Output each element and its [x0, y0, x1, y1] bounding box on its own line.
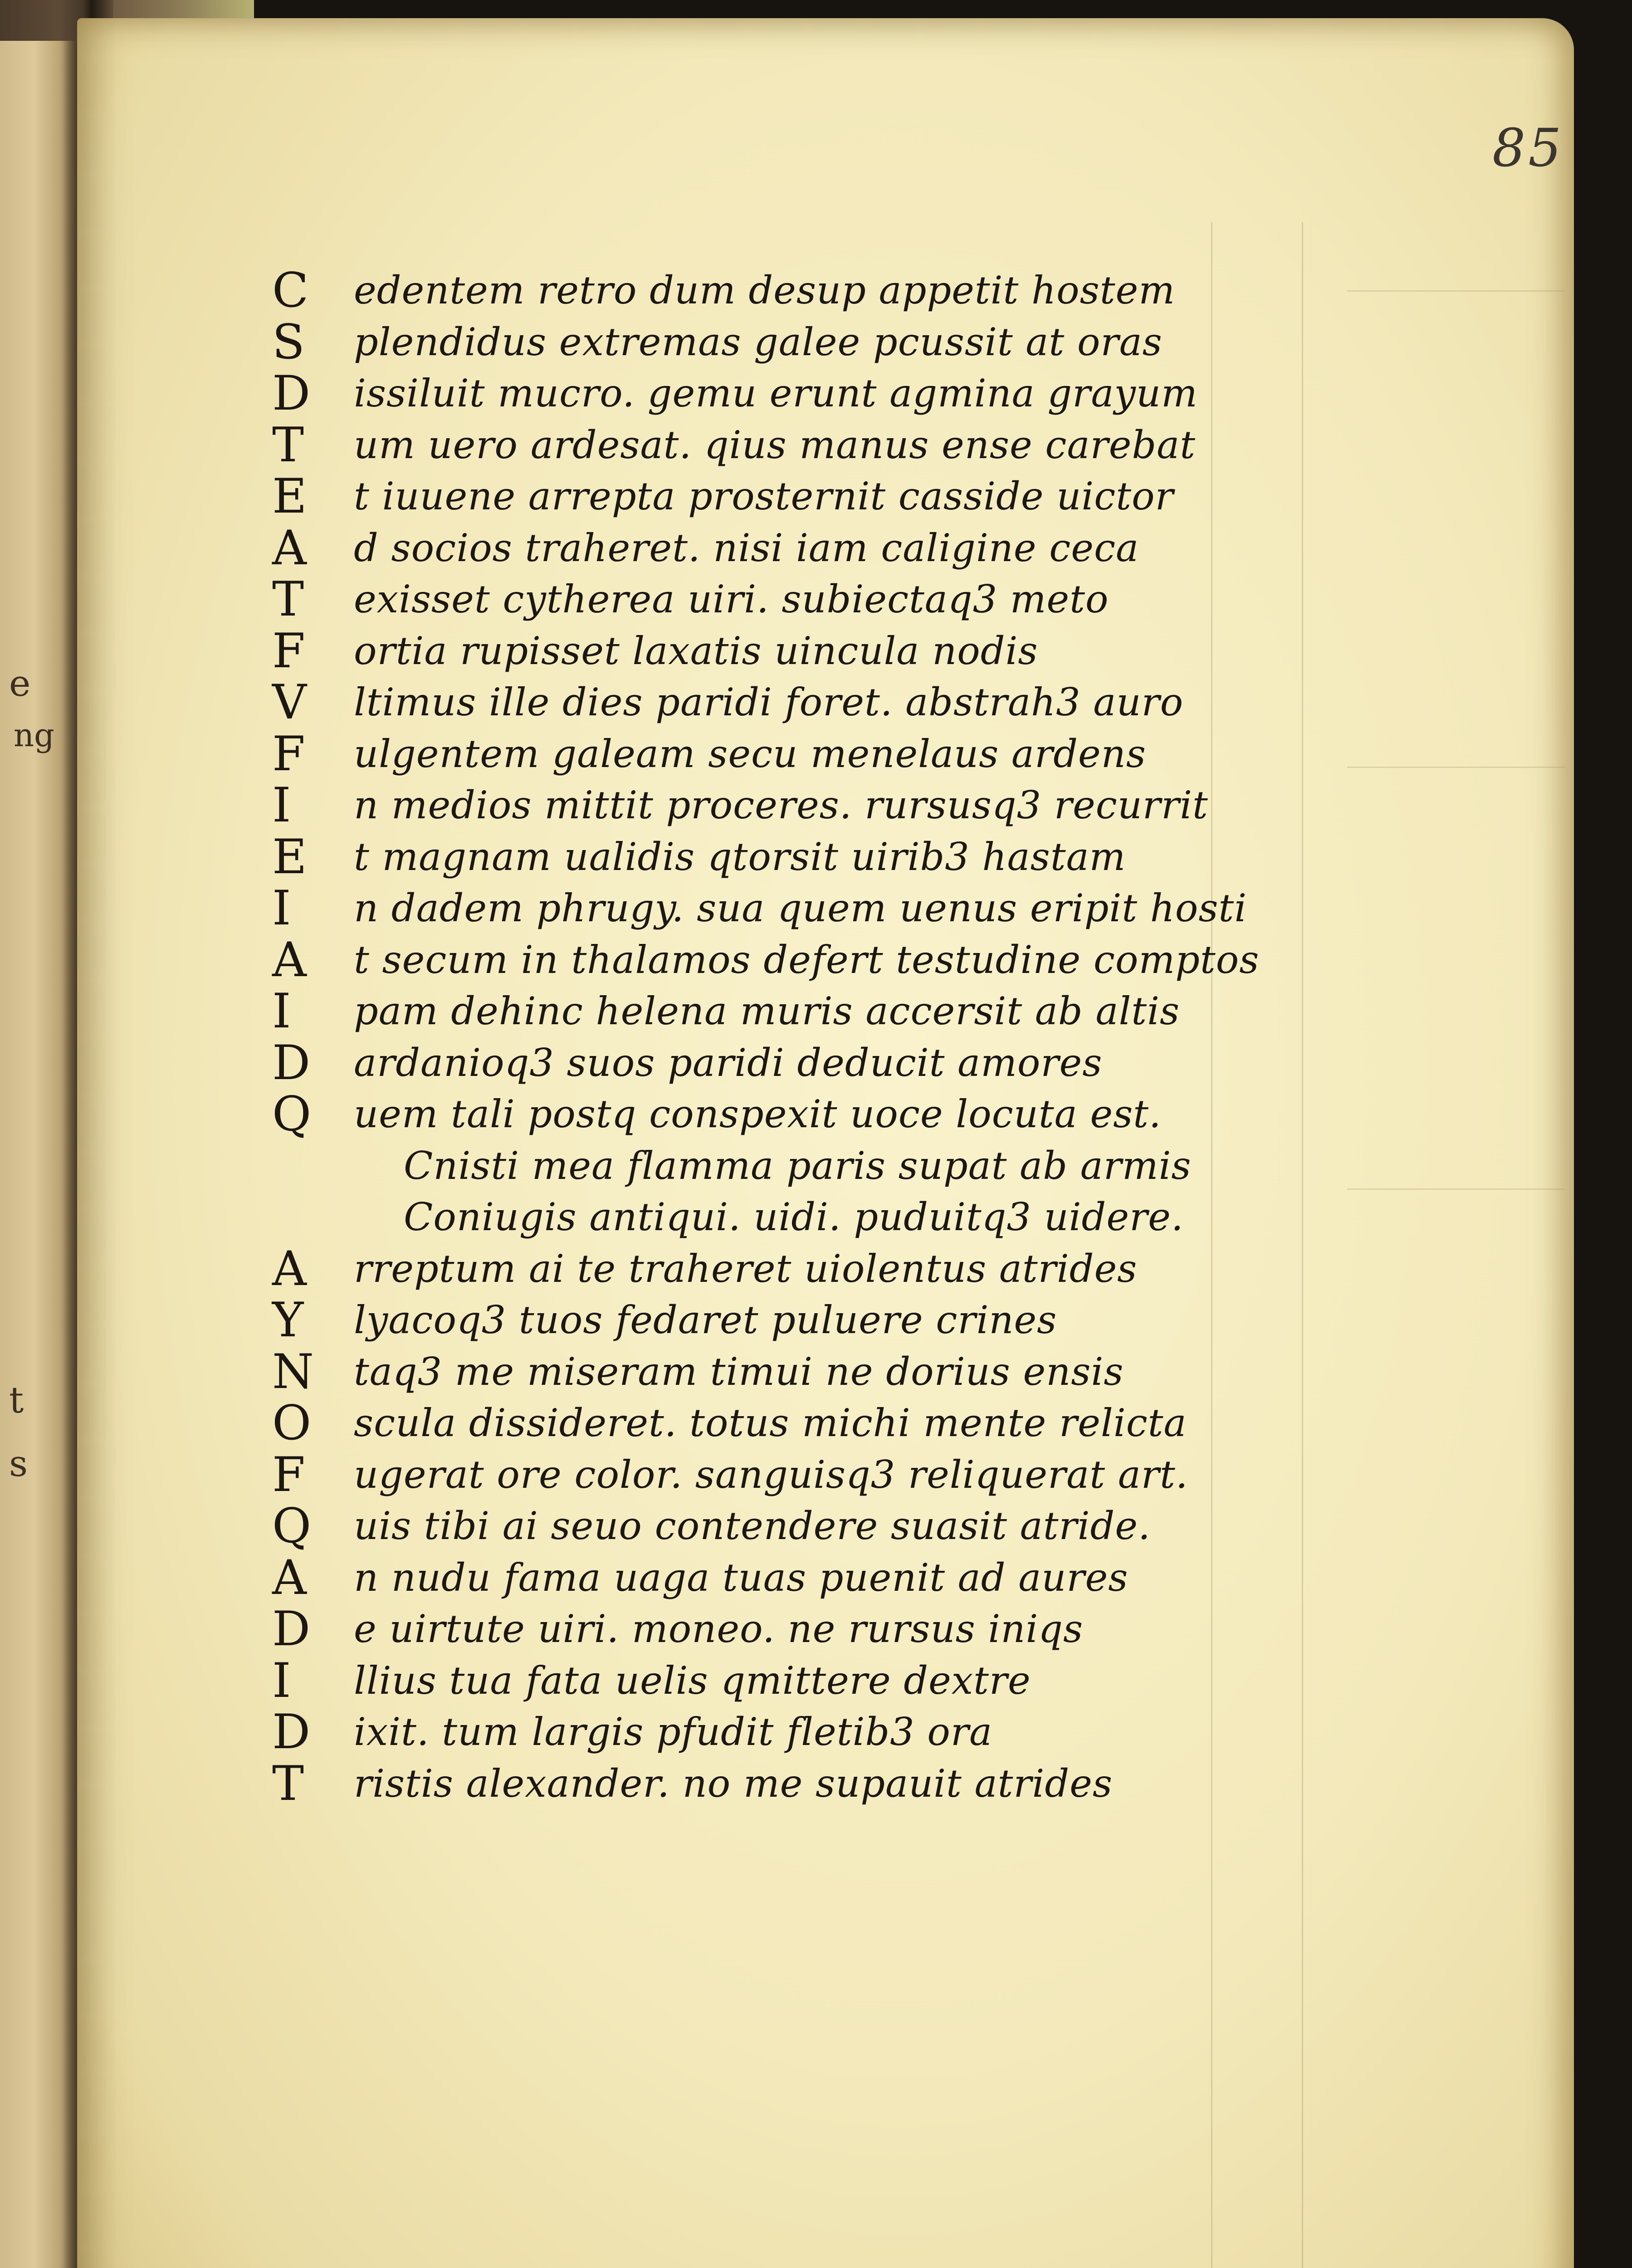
line-initial: V [272, 675, 307, 730]
verse-text: n medios mittit proceres. rursusq3 recurrit [354, 783, 1208, 827]
verse-text: d socios traheret. nisi iam caligine ceca [354, 525, 1139, 570]
line-initial: Q [272, 1086, 312, 1142]
line-initial: O [272, 1395, 312, 1451]
line-initial: N [272, 1344, 314, 1399]
verse-text: t secum in thalamos defert testudine comptos [354, 937, 1260, 982]
line-initial: D [272, 366, 311, 421]
left-leaf-mark: s [9, 1442, 28, 1485]
verse-text: n dadem phrugy. sua quem uenus eripit hosti [354, 886, 1247, 930]
verse-text: ugerat ore color. sanguisq3 reliquerat art. [354, 1452, 1188, 1497]
line-initial: E [272, 469, 307, 524]
line-initial: E [272, 829, 307, 885]
left-leaf-mark: ng [14, 717, 54, 754]
verse-text: ristis alexander. no me supauit atrides [354, 1761, 1113, 1806]
line-initial: A [272, 520, 307, 576]
verse-text: lyacoq3 tuos fedaret puluere crines [354, 1298, 1057, 1342]
verse-text: taq3 me miseram timui ne dorius ensis [354, 1349, 1124, 1394]
verse-text: issiluit mucro. gemu erunt agmina grayum [354, 371, 1198, 415]
verse-text: ardanioq3 suos paridi deducit amores [354, 1040, 1103, 1085]
verse-text: uem tali postq conspexit uoce locuta est. [354, 1092, 1162, 1136]
line-initial: D [272, 1704, 311, 1760]
line-initial: Q [272, 1498, 312, 1554]
manuscript-page [77, 18, 1574, 2268]
verse-text: Coniugis antiqui. uidi. puduitq3 uidere. [404, 1195, 1184, 1239]
line-initial: T [272, 417, 304, 473]
line-initial: A [272, 1241, 307, 1296]
line-initial: C [272, 263, 309, 318]
line-initial: D [272, 1601, 311, 1657]
line-initial: Y [272, 1292, 304, 1348]
ruling-line [1347, 767, 1565, 768]
verse-text: t iuuene arrepta prosternit casside uictor [354, 474, 1174, 518]
line-initial: I [272, 777, 291, 833]
verse-text: exisset cytherea uiri. subiectaq3 meto [354, 577, 1109, 621]
line-initial: I [272, 880, 291, 936]
verse-text: t magnam ualidis qtorsit uirib3 hastam [354, 834, 1126, 879]
line-initial: I [272, 983, 291, 1039]
verse-text: uis tibi ai seuo contendere suasit atride. [354, 1504, 1151, 1548]
line-initial: T [272, 1755, 304, 1811]
ruling-line [1347, 290, 1565, 292]
ruling-line [1347, 1188, 1565, 1190]
verse-text: Cnisti mea flamma paris supat ab armis [404, 1143, 1192, 1188]
verse-text: llius tua fata uelis qmittere dextre [354, 1658, 1031, 1703]
ruling-line [1211, 222, 1212, 2268]
verse-text: ulgentem galeam secu menelaus ardens [354, 731, 1146, 776]
line-initial: A [272, 932, 307, 987]
line-initial: A [272, 1549, 307, 1605]
ruling-line [1302, 222, 1303, 2268]
verse-text: ixit. tum largis pfudit fletib3 ora [354, 1710, 993, 1754]
verse-text: edentem retro dum desup appetit hostem [354, 268, 1175, 313]
line-initial: D [272, 1035, 311, 1090]
line-initial: F [272, 726, 305, 782]
verse-text: pam dehinc helena muris accersit ab altis [354, 989, 1180, 1033]
verse-text: ltimus ille dies paridi foret. abstrah3 auro [354, 680, 1184, 724]
verse-text: scula dissideret. totus michi mente relicta [354, 1401, 1187, 1445]
verse-text: um uero ardesat. qius manus ense carebat [354, 422, 1196, 467]
verse-text: e uirtute uiri. moneo. ne rursus iniqs [354, 1607, 1084, 1651]
verse-text: n nudu fama uaga tuas puenit ad aures [354, 1555, 1129, 1600]
verse-text: ortia rupisset laxatis uincula nodis [354, 628, 1038, 673]
line-initial: I [272, 1652, 291, 1708]
folio-number: 85 [1492, 118, 1564, 179]
line-initial: F [272, 1447, 305, 1502]
left-leaf-mark: e [9, 662, 31, 704]
line-initial: S [272, 314, 305, 370]
line-initial: T [272, 572, 304, 627]
line-initial: F [272, 623, 305, 679]
left-leaf-mark: t [9, 1379, 24, 1421]
verse-text: rreptum ai te traheret uiolentus atrides [354, 1246, 1138, 1291]
verse-text: plendidus extremas galee pcussit at oras [354, 319, 1163, 364]
